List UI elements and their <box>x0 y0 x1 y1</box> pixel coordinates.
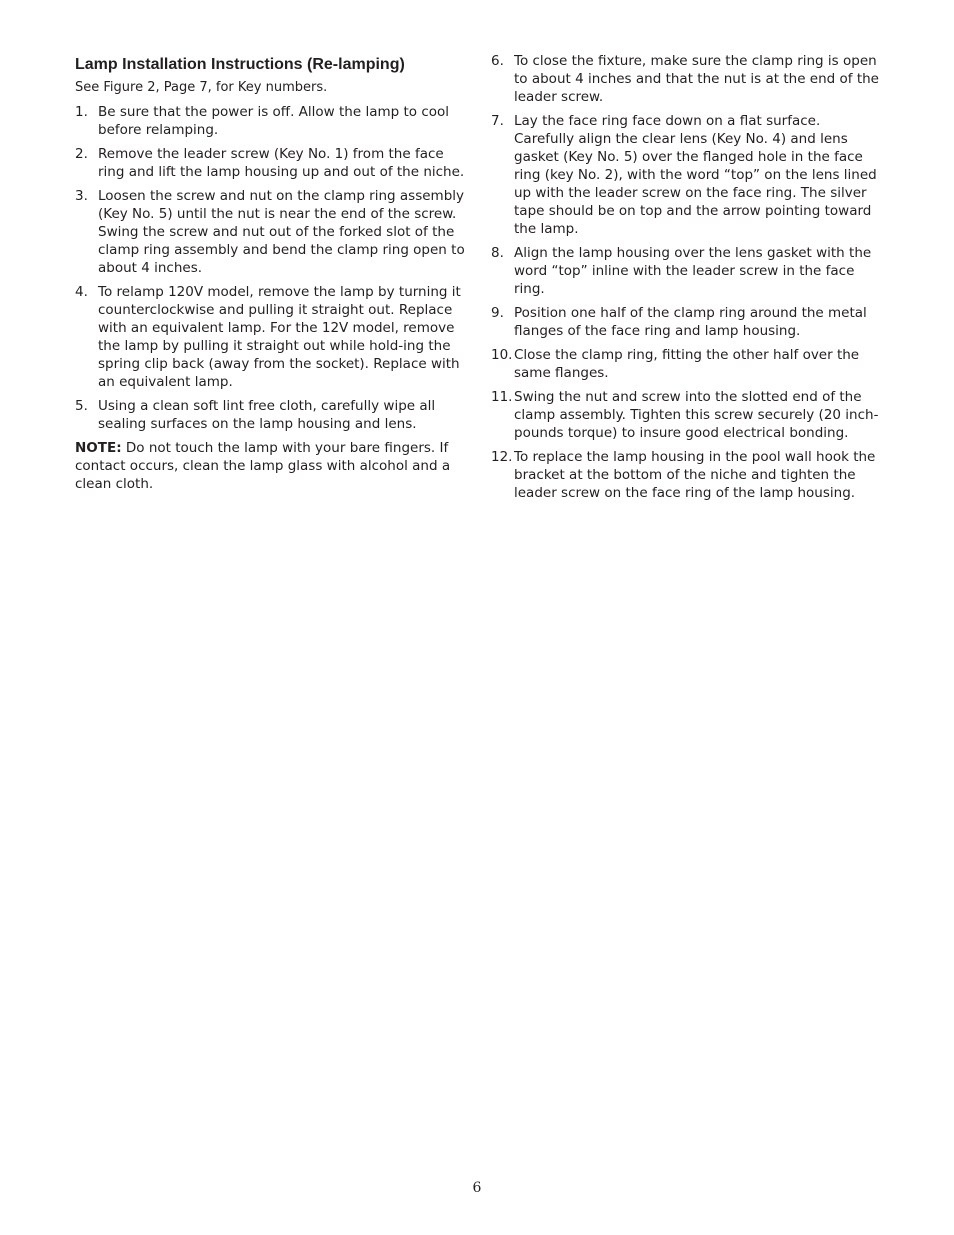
step-item <box>491 112 883 238</box>
step-item <box>491 388 883 442</box>
step-text: To replace the lamp housing in the pool wall hook the bracket at the bottom of the niche and tighten the leader screw on the face ring of the lamp housing. <box>514 449 876 501</box>
step-text: Align the lamp housing over the lens gasket with the word “top” inline with the leader screw in the face ring. <box>514 245 872 297</box>
step-number: 12. <box>491 449 513 465</box>
step-text: To close the fixture, make sure the clamp ring is open to about 4 inches and that the nut is at the end of the leader screw. <box>514 53 879 105</box>
step-number: 10. <box>491 347 513 363</box>
step-item <box>75 145 467 181</box>
step-item <box>75 397 467 433</box>
intro-text: See Figure 2, Page 7, for Key numbers. <box>75 80 328 95</box>
step-number: 8. <box>491 245 504 261</box>
step-text: Remove the leader screw (Key No. 1) from the face ring and lift the lamp housing up and out of the niche. <box>98 146 465 180</box>
note-text: Do not touch the lamp with your bare fingers. If contact occurs, clean the lamp glass with alcohol and a clean cloth. <box>75 440 451 492</box>
note-paragraph <box>75 439 467 493</box>
step-number: 2. <box>75 146 88 162</box>
step-text: Swing the nut and screw into the slotted end of the clamp assembly. Tighten this screw securely (20 inch-pounds torque) to insure good electrical bonding. <box>514 389 879 441</box>
step-number: 4. <box>75 284 88 300</box>
step-item <box>491 346 883 382</box>
note-label: NOTE: <box>75 440 122 456</box>
page-number: 6 <box>472 1180 482 1196</box>
step-item <box>491 244 883 298</box>
step-text: Close the clamp ring, fitting the other half over the same flanges. <box>514 347 860 381</box>
step-number: 3. <box>75 188 88 204</box>
step-text: Lay the face ring face down on a flat surface. Carefully align the clear lens (Key No. 4) and lens gasket (Key No. 5) over the flanged hole in the face ring (key No. 2), with the word “top” on the lens lined up with the leader screw on the face ring. The silver tape should be on top and the arrow pointing toward the lamp. <box>514 113 877 237</box>
step-text: To relamp 120V model, remove the lamp by turning it counterclockwise and pulling it straight out. Replace with an equivalent lamp. For the 12V model, remove the lamp by pulling it straight out while hold-ing the spring clip back (away from the socket). Replace with an equivalent lamp. <box>98 284 461 390</box>
step-number: 1. <box>75 104 88 120</box>
left-column <box>75 52 467 493</box>
step-number: 11. <box>491 389 513 405</box>
right-column <box>491 52 883 508</box>
step-item <box>75 103 467 139</box>
step-number: 5. <box>75 398 88 414</box>
step-number: 6. <box>491 53 504 69</box>
section-heading: Lamp Installation Instructions (Re-lamping) <box>75 56 405 73</box>
step-item <box>491 448 883 502</box>
step-item <box>491 52 883 106</box>
step-item <box>491 304 883 340</box>
step-number: 7. <box>491 113 504 129</box>
step-text: Using a clean soft lint free cloth, carefully wipe all sealing surfaces on the lamp housing and lens. <box>98 398 436 432</box>
step-text: Loosen the screw and nut on the clamp ring assembly (Key No. 5) until the nut is near the end of the screw. Swing the screw and nut out of the forked slot of the clamp ring assembly and bend the clamp ring open to about 4 inches. <box>98 188 465 276</box>
step-item <box>75 283 467 391</box>
step-text: Be sure that the power is off. Allow the lamp to cool before relamping. <box>98 104 450 138</box>
step-number: 9. <box>491 305 504 321</box>
step-text: Position one half of the clamp ring around the metal flanges of the face ring and lamp housing. <box>514 305 867 339</box>
step-item <box>75 187 467 277</box>
